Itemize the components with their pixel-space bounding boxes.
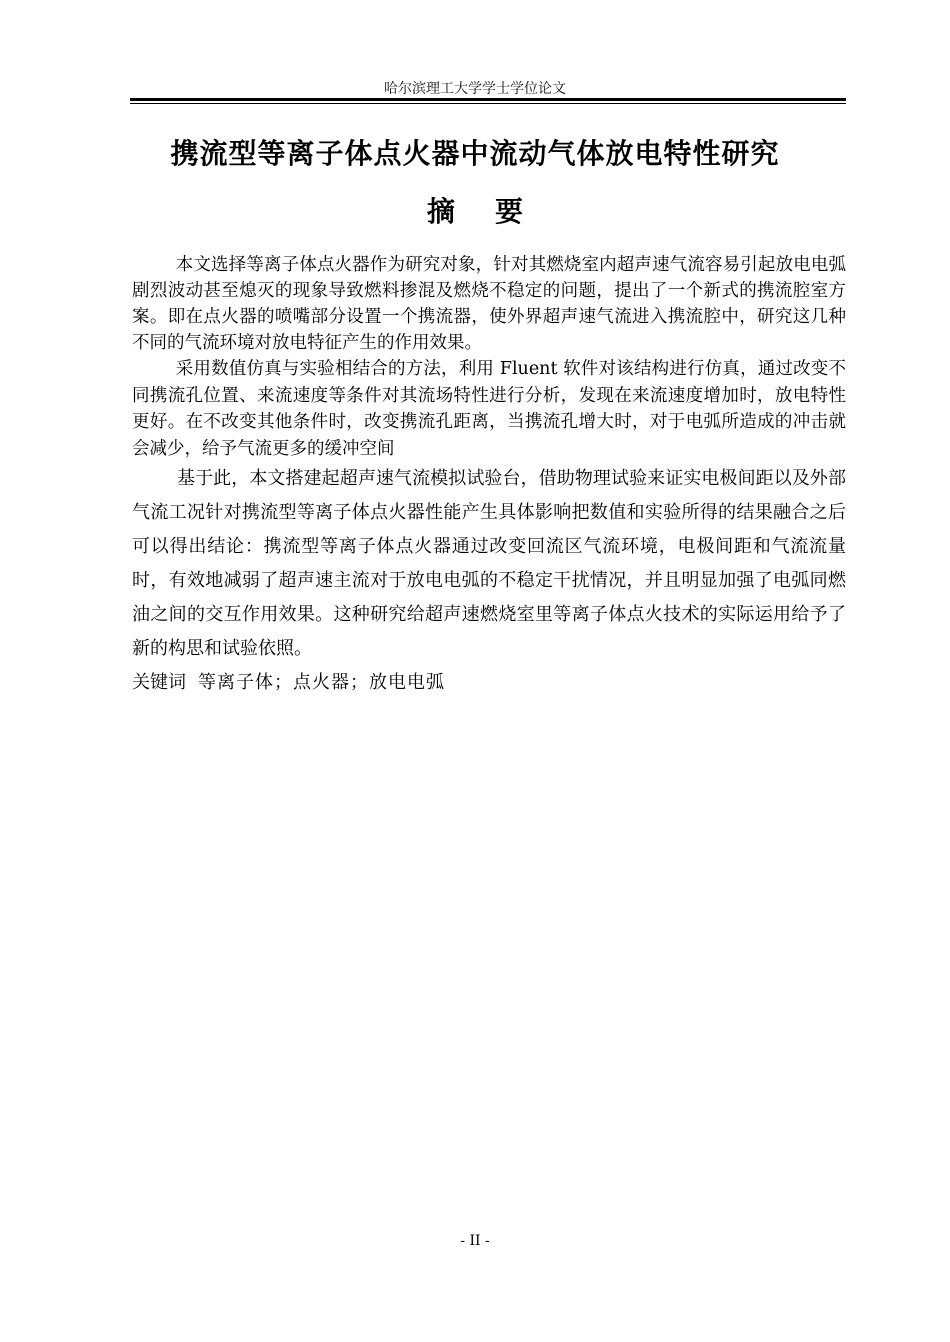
keywords-line	[132, 670, 846, 696]
header-rule-thick	[130, 98, 846, 101]
abstract-paragraph-3: 基于此，本文搭建起超声速气流模拟试验台，借助物理试验来证实电极间距以及外部气流工况针对携流型等离子体点火器性能产生具体影响把数值和实验所得的结果融合之后可以得出结论：携流型等离子体点火器通过改变回流区气流环境，电极间距和气流流量时，有效地减弱了超声速主流对于放电电弧的不稳定干扰情况，并且明显加强了电弧同燃油之间的交互作用效果。这种研究给超声速燃烧室里等离子体点火技术的实际运用给予了新的构思和试验依照。	[132, 468, 846, 659]
keywords-values: 等离子体；点火器；放电电弧	[198, 672, 445, 693]
abstract-heading-char-1: 摘	[426, 195, 455, 228]
abstract-paragraph-1: 本文选择等离子体点火器作为研究对象，针对其燃烧室内超声速气流容易引起放电电弧剧烈波动甚至熄灭的现象导致燃料掺混及燃烧不稳定的问题，提出了一个新式的携流腔室方案。即在点火器的喷嘴部分设置一个携流器，使外界超声速气流进入携流腔中，研究这几种不同的气流环境对放电特征产生的作用效果。	[132, 255, 846, 353]
thesis-title: 携流型等离子体点火器中流动气体放电特性研究	[170, 137, 780, 170]
abstract-body	[132, 252, 846, 696]
abstract-heading-char-2: 要	[495, 195, 524, 228]
keywords-label: 关键词	[132, 672, 186, 693]
abstract-heading	[0, 190, 950, 230]
abstract-paragraph-2: 采用数值仿真与实验相结合的方法，利用 Fluent 软件对该结构进行仿真，通过改变不同携流孔位置、来流速度等条件对其流场特性进行分析，发现在来流速度增加时，放电特性更好。在不改变其他条件时，改变携流孔距离，当携流孔增大时，对于电弧所造成的冲击就会减少，给予气流更多的缓冲空间	[132, 359, 846, 459]
header-rule-thin	[130, 103, 846, 104]
page-number: - II -	[460, 1233, 490, 1249]
running-header: 哈尔滨理工大学学士学位论文	[384, 81, 566, 97]
